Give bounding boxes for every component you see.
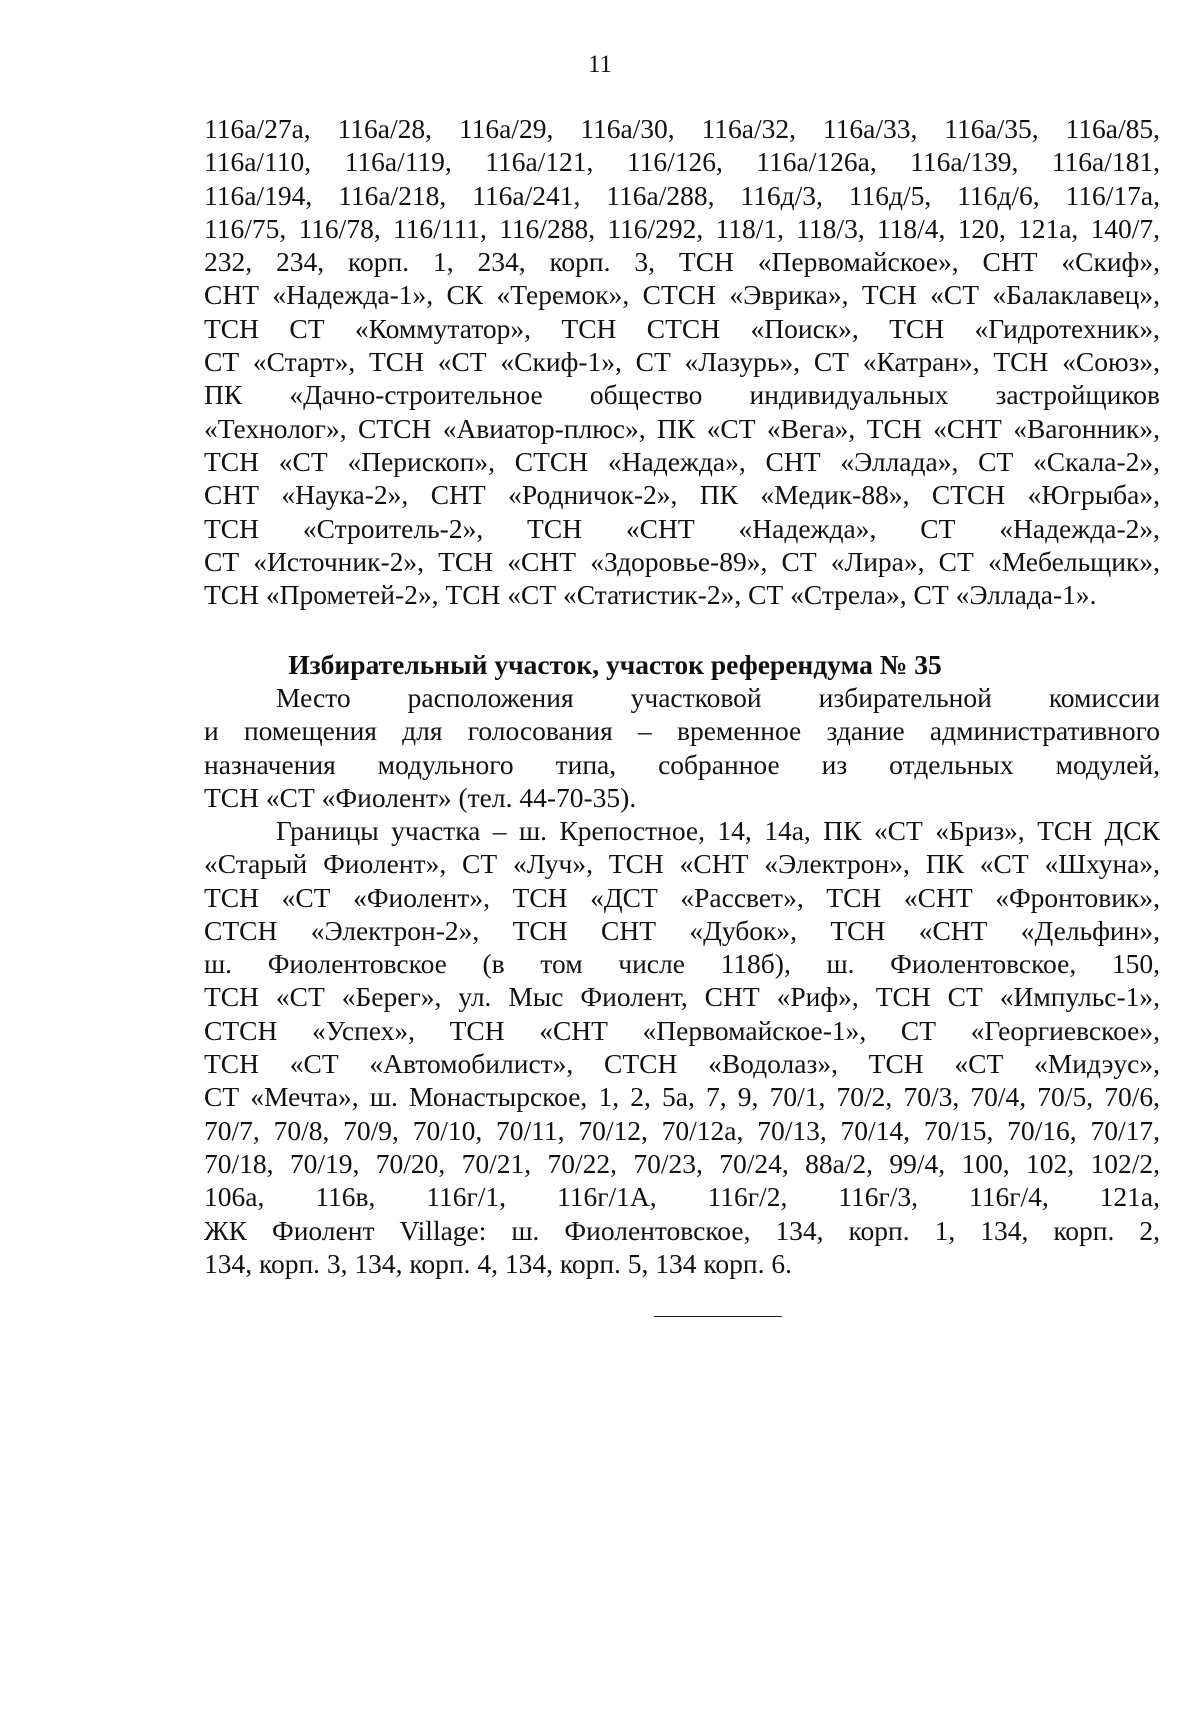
text-line: ЖК Фиолент Village: ш. Фиолентовское, 134, корп. 1, 134, корп. 2, <box>204 1214 1160 1246</box>
text-line: назначения модульного типа, собранное из отдельных модулей, <box>204 748 1160 780</box>
text-line: СТ «Мечта», ш. Монастырское, 1, 2, 5а, 7, 9, 70/1, 70/2, 70/3, 70/4, 70/5, 70/6, <box>204 1081 1160 1113</box>
text-line: 70/7, 70/8, 70/9, 70/10, 70/11, 70/12, 70/12а, 70/13, 70/14, 70/15, 70/16, 70/17, <box>204 1114 1160 1146</box>
text-line: 116а/27а, 116а/28, 116а/29, 116а/30, 116а/32, 116а/33, 116а/35, 116а/85, <box>204 113 1160 144</box>
text-line: и помещения для голосования – временное здание административного <box>204 715 1160 747</box>
text-line: ТСН «Прометей-2», ТСН «СТ «Статистик-2», СТ «Стрела», СТ «Эллада-1». <box>204 579 1097 611</box>
text-line: ТСН «СТ «Фиолент», ТСН «ДСТ «Рассвет», ТСН «СНТ «Фронтовик», <box>204 881 1160 913</box>
text-line: Границы участка – ш. Крепостное, 14, 14а, ПК «СТ «Бриз», ТСН ДСК <box>276 815 1160 846</box>
text-line: 116а/194, 116а/218, 116а/241, 116а/288, 116д/3, 116д/5, 116д/6, 116/17а, <box>204 179 1160 211</box>
continuation-paragraph <box>204 112 1160 611</box>
text-line: ТСН «СТ «Фиолент» (тел. 44-70-35). <box>204 781 637 813</box>
text-line: «Технолог», СТСН «Авиатор-плюс», ПК «СТ «Вега», ТСН «СНТ «Вагонник», <box>204 412 1160 444</box>
end-of-section-rule <box>654 1316 782 1317</box>
text-line: 134, корп. 3, 134, корп. 4, 134, корп. 5, 134 корп. 6. <box>204 1247 792 1279</box>
text-line: 116/75, 116/78, 116/111, 116/288, 116/292, 118/1, 118/3, 118/4, 120, 121а, 140/7, <box>204 212 1160 244</box>
text-line: «Старый Фиолент», СТ «Луч», ТСН «СНТ «Электрон», ПК «СТ «Шхуна», <box>204 848 1160 880</box>
location-paragraph <box>204 681 1160 814</box>
text-line: 106а, 116в, 116г/1, 116г/1А, 116г/2, 116г/3, 116г/4, 121а, <box>204 1181 1160 1213</box>
text-line: СТСН «Успех», ТСН «СНТ «Первомайское-1», СТ «Георгиевское», <box>204 1014 1160 1046</box>
text-line: СТСН «Электрон-2», ТСН СНТ «Дубок», ТСН «СНТ «Дельфин», <box>204 914 1160 946</box>
borders-paragraph <box>204 814 1160 1280</box>
page-number: 11 <box>587 51 613 78</box>
text-line: ТСН «СТ «Перископ», СТСН «Надежда», СНТ «Эллада», СТ «Скала-2», <box>204 445 1160 477</box>
text-line: СТ «Источник-2», ТСН «СНТ «Здоровье-89», СТ «Лира», СТ «Мебельщик», <box>204 545 1160 577</box>
text-line: ТСН «СТ «Автомобилист», СТСН «Водолаз», ТСН «СТ «Мидэус», <box>204 1048 1160 1080</box>
text-line: Место расположения участковой избирательной комиссии <box>276 682 1160 713</box>
text-line: СТ «Старт», ТСН «СТ «Скиф-1», СТ «Лазурь», СТ «Катран», ТСН «Союз», <box>204 346 1160 378</box>
text-line: ТСН «Строитель-2», ТСН «СНТ «Надежда», СТ «Надежда-2», <box>204 512 1160 544</box>
text-line: 70/18, 70/19, 70/20, 70/21, 70/22, 70/23, 70/24, 88а/2, 99/4, 100, 102, 102/2, <box>204 1147 1160 1179</box>
text-line: СНТ «Наука-2», СНТ «Родничок-2», ПК «Медик-88», СТСН «Югрыба», <box>204 479 1160 511</box>
text-line: 116а/110, 116а/119, 116а/121, 116/126, 116а/126а, 116а/139, 116а/181, <box>204 146 1160 178</box>
text-line: СНТ «Надежда-1», СК «Теремок», СТСН «Эврика», ТСН «СТ «Балаклавец», <box>204 279 1160 311</box>
text-line: ТСН «СТ «Берег», ул. Мыс Фиолент, СНТ «Риф», ТСН СТ «Импульс-1», <box>204 981 1160 1013</box>
text-line: ТСН СТ «Коммутатор», ТСН СТСН «Поиск», ТСН «Гидротехник», <box>204 312 1160 344</box>
text-line: ПК «Дачно-строительное общество индивидуальных застройщиков <box>204 379 1160 411</box>
text-line: ш. Фиолентовское (в том числе 118б), ш. Фиолентовское, 150, <box>204 948 1160 980</box>
text-line: 232, 234, корп. 1, 234, корп. 3, ТСН «Первомайское», СНТ «Скиф», <box>204 246 1160 278</box>
section-heading: Избирательный участок, участок референдума № 35 <box>288 649 942 680</box>
